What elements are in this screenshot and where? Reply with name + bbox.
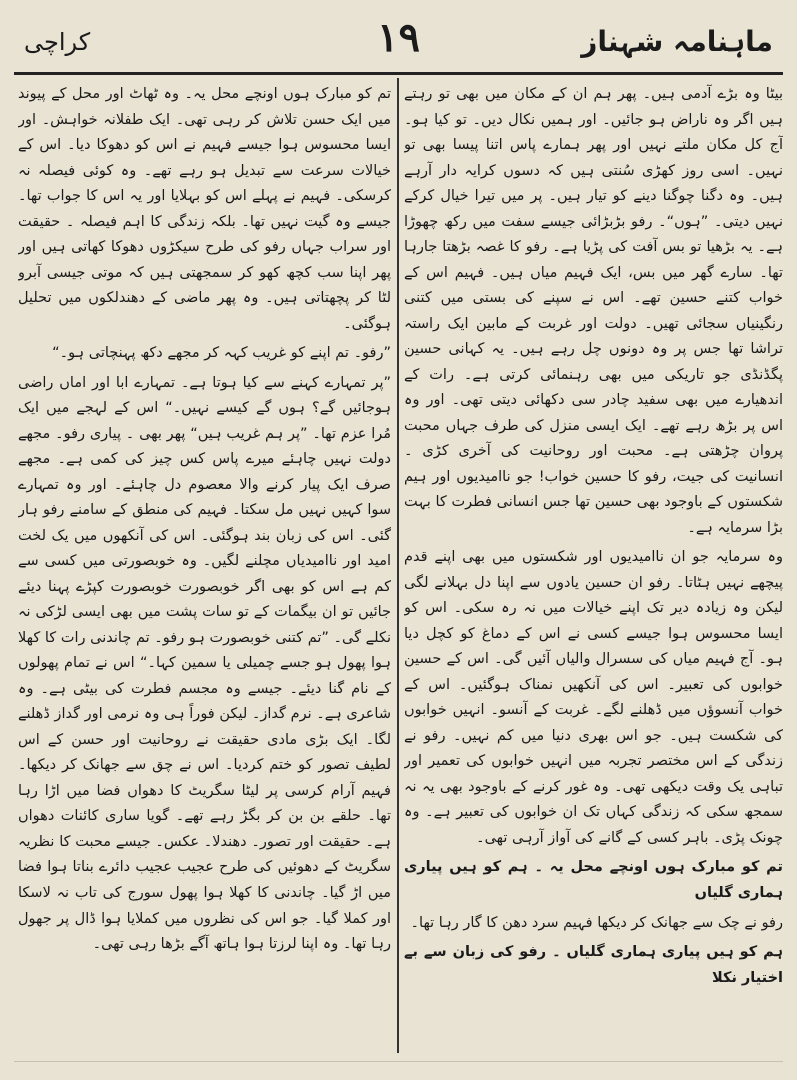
right-paragraph: بیٹا وہ بڑے آدمی ہیں۔ پھر ہم ان کے مکان میں بھی تو رہتے ہیں اگر وہ ناراض ہو جائیں۔ اور ہمیں نکال دیں۔ تو کیا ہو۔ آج کل مکان ملتے نہیں اور پھر ہمارے پاس اتنا پیسا بھی تو نہیں۔ اسی روز کھڑی سُنتی ہیں کہ دسوں کرایہ دار آرہے ہیں۔ وہ دگنا چوگنا دینے کو تیار ہیں۔ پر میں تیرا خیال کرکے نہیں دیتی۔ ”ہوں“۔ رفو بڑبڑائی جیسے سفت میں رکھ چھوڑا ہے۔ یہ بڑھیا تو بس آفت کی پڑیا ہے۔ رفو کا غصہ بڑھتا جارہا تھا۔ سارے گھر میں بس، ایک فہیم میاں ہیں۔ فہیم اس کے خواب کتنے حسین تھے۔ اس نے سپنے کی بستی میں کتنی رنگینیاں سجائی تھیں۔ دولت اور غربت کے مابین ایک راستہ تراشا تھا جس پر وہ دونوں چل رہے ہیں۔ یہ کہانی حسین پگڈنڈی جو تاریکی میں بھی رہنمائی کرتی ہے۔ رات کے اندھیارے میں بھی سفید چادر سی دکھائی دیتی تھی۔ اور وہ اس پر بڑھ رہے تھے۔ ایک ایسی منزل کی طرف جہاں محبت پروان چڑھتی ہے۔ محبت اور روحانیت کی آخری کڑی ۔ انسانیت کی جیت، رفو کا حسین خواب! جو ناامیدیوں اور ہیم شکستوں کے باوجود بھی حسین تھا جس انسانی فطرت کا بہت بڑا سرمایہ ہے۔ [404,86,783,536]
right-column [404,82,783,1052]
right-paragraph: رفو نے چک سے جھانک کر دیکھا فہیم سرد دھن کا گار رہا تھا۔ [410,914,783,931]
left-paragraph: تم کو مبارک ہوں اونچے محل یہ۔ وہ ٹھاٹ اور محل کے پیوند میں ایک حسن تلاش کر رہی تھی۔ ایک طفلانہ خواہش۔ اور ایسا محسوس ہوا جیسے فہیم نے اس کو دھوکا دیا۔ اس کے خیالات سرعت سے تبدیل ہو رہے تھے۔ وہ کوئی فیصلہ نہ کرسکی۔ فہیم نے پہلے اس کو بہلایا اور یہ اس کا جواب تھا۔ جیسے وہ گیت نہیں تھا۔ بلکہ زندگی کا اہم فیصلہ ۔ حقیقت اور سراب جہاں رفو کی طرح سیکڑوں دھوکا کھاتی ہیں اور پھر اپنا سب کچھ کھو کر سمجھتی ہیں کہ موتی جیسی آبرو لٹا کر پچھتاتی ہیں۔ وہ پھر ماضی کے دھندلکوں میں تحلیل ہوگئی۔ [18,86,391,332]
page-number: ١٩ [377,14,420,61]
song-line: تم کو مبارک ہوں اونچے محل یہ ۔ ہم کو ہیں پیاری ہماری گلیاں [404,859,783,901]
left-paragraph: ”پر تمہارے کہنے سے کیا ہوتا ہے۔ تمہارے ابا اور اماں راضی ہوجائیں گے؟ ہوں گے کیسے نہیں۔“ اس کے لہجے میں ایک مُرا عزم تھا۔ ”پر ہم غریب ہیں“ پھر بھی ۔ پیاری رفو۔ مجھے دولت نہیں چاہئے میرے پاس کس چیز کی کمی ہے۔ مجھے صرف ایک پیار کرنے والا معصوم دل چاہئے۔ اور وہ تمہارے سوا کہیں نہیں مل سکتا۔ فہیم کی منطق کے سامنے رفو ہار گئی۔ اس کی زبان بند ہوگئی۔ اس کی آنکھوں میں یک لخت امید اور ناامیدیاں مچلنے لگیں۔ وہ خوبصورتی میں کسی سے کم ہے اس کو بھی اگر خوبصورت خوبصورت کپڑے پہنا دیئے جائیں تو ان بیگمات کے تو سات پشت میں بھی ایسی لڑکی نہ نکلے گی۔ ”تم کتنی خوبصورت ہو رفو۔ تم چاندنی رات کا کھلا ہوا پھول ہو جسے چمیلی یا سمین کہا۔“ اس نے تمام پھولوں کے نام گنا دیئے۔ جیسے وہ مجسم فطرت کی بیٹی ہے۔ وہ شاعری ہے۔ نرم گداز۔ لیکن فوراً ہی وہ نرمی اور گداز ڈھلنے لگا۔ ایک بڑی مادی حقیقت نے روحانیت اور حسن کے اس لطیف تصور کو ختم کردیا۔ اس نے چق سے جھانک کر دیکھا۔ فہیم آرام کرسی پر لیٹا سگریٹ کا دھواں فضا میں اڑا رہا تھا۔ حلقے بن بن کر بگڑ رہے تھے۔ گویا ساری کائنات دھواں ہے۔ حقیقت اور تصور۔ دھندلا۔ عکس۔ جیسے محبت کا نظریہ سگریٹ کے دھوئیں کی طرح عجیب عجیب دائرے بناتا ہوا فضا میں اڑ گیا۔ چاندنی کا کھلا ہوا پھول سورج کی تاب نہ لاسکا اور کملا گیا۔ جو اس کی نظروں میں کملایا ہوا ڈال پر جھول رہا تھا۔ وہ اپنا لرزتا ہوا ہاتھ آگے بڑھا رہی تھی۔ [18,374,391,953]
right-paragraph: وہ سرمایہ جو ان ناامیدیوں اور شکستوں میں بھی اپنے قدم پیچھے نہیں ہٹاتا۔ رفو ان حسین یادوں سے اپنا دل بہلانے لگی لیکن وہ زیادہ دیر تک اپنے خیالات میں نہ رہ سکی۔ اس کو ایسا محسوس ہوا جیسے کسی نے اس کے دماغ کو کچل دیا ہو۔ آج فہیم میاں کی سسرال والیاں آئیں گی۔ اس کے حسین خوابوں کی تعبیر۔ اس کی آنکھیں نمناک ہوگئیں۔ اس کے خواب آنسوؤں میں ڈھلنے لگے۔ غربت کے آنسو۔ انہیں خوابوں کی شکست ہیں۔ جو اس بھری دنیا میں کم نہیں۔ رفو نے زندگی کے اس مختصر تجربہ میں انہیں خوابوں کی تعمیر اور تباہی یک وقت دیکھی تھی۔ وہ غور کرنے کے باوجود بھی یہ نہ سمجھ سکی کہ زندگی کہاں تک ان خوابوں کی تعبیر ہے۔ وہ چونک پڑی۔ باہر کسی کے گانے کی آواز آرہی تھی۔ [404,549,783,846]
page-bottom-edge [14,1061,783,1062]
song-line: ہم کو ہیں پیاری ہماری گلیاں ۔ رفو کی زبان سے بے اختیار نکلا [404,944,783,986]
header-city: کراچی [24,28,91,56]
left-paragraph: ”رفو۔ تم اپنے کو غریب کہہ کر مجھے دکھ پہنچاتی ہو۔“ [52,345,391,362]
header-rule [14,72,783,75]
column-divider [397,78,399,1053]
page-header [14,14,783,70]
magazine-title: ماہنامہ شہناز [581,25,773,58]
left-column [18,82,391,1052]
